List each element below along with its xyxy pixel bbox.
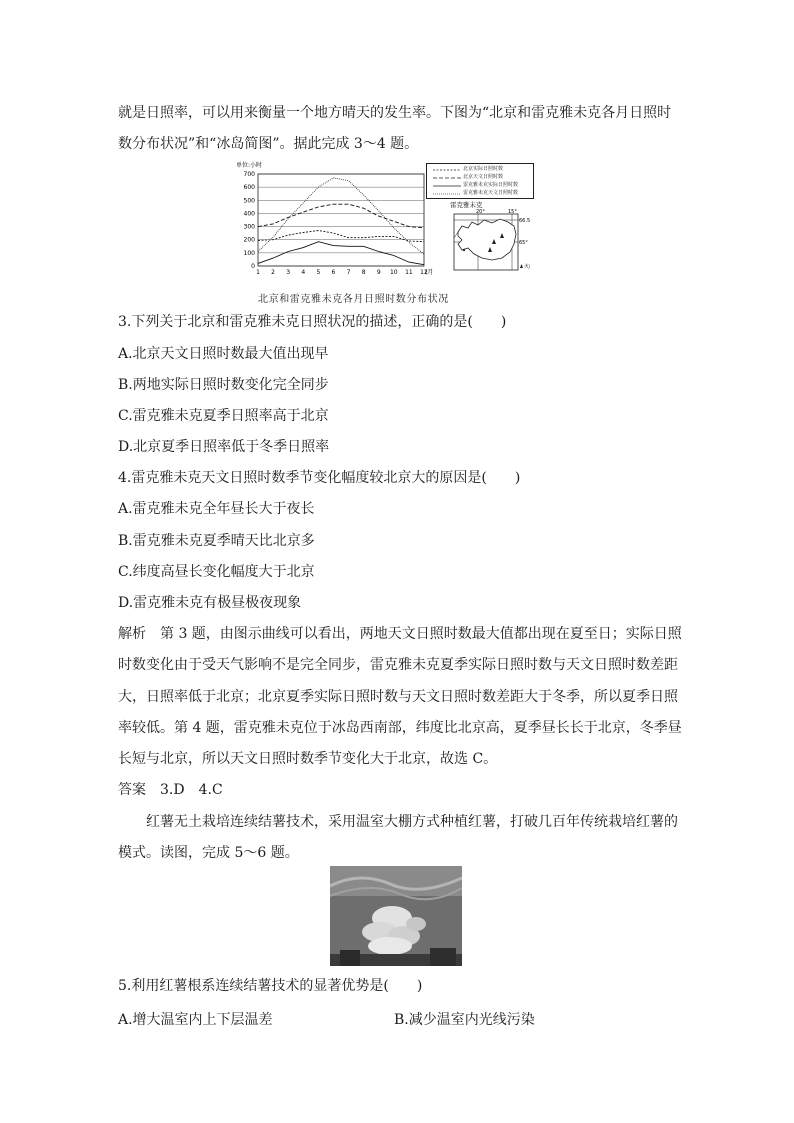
volcano-legend-icon bbox=[520, 264, 523, 268]
x-tick-label: 6 bbox=[331, 269, 336, 276]
passage2-line-2: 模式。读图，完成 5～6 题。 bbox=[118, 845, 299, 861]
y-tick-label: 0 bbox=[251, 263, 255, 270]
analysis-line-5: 长短与北京，所以天文日照时数季节变化大于北京，故选 C。 bbox=[118, 751, 498, 767]
x-tick-label: 12 bbox=[420, 269, 428, 276]
q3-option-a: A.北京天文日照时数最大值出现早 bbox=[118, 346, 329, 362]
x-tick-label: 8 bbox=[361, 269, 366, 276]
passage2-line-1: 红薯无土栽培连续结薯技术，采用温室大棚方式种植红薯，打破几百年传统栽培红薯的 bbox=[146, 814, 678, 830]
y-tick-label: 500 bbox=[243, 197, 255, 205]
legend-item-1 bbox=[433, 166, 529, 173]
y-tick-label: 200 bbox=[243, 236, 255, 244]
x-tick-label: 11 bbox=[405, 269, 413, 276]
x-tick-label: 5 bbox=[316, 269, 321, 276]
sunshine-chart-svg bbox=[234, 160, 434, 276]
series-line-2 bbox=[258, 204, 424, 228]
series-line-4 bbox=[258, 178, 424, 254]
lat-label-65: 65° bbox=[519, 240, 528, 246]
y-tick-label: 300 bbox=[243, 223, 255, 231]
x-tick-label: 2 bbox=[271, 269, 276, 276]
q5-stem: 5.利用红薯根系连续结薯技术的显著优势是( ) bbox=[118, 978, 423, 994]
legend-item-4 bbox=[433, 190, 529, 197]
x-tick-label: 10 bbox=[389, 269, 398, 276]
legend-item-3 bbox=[433, 182, 529, 189]
y-tick-label: 100 bbox=[243, 249, 255, 257]
q3-option-b: B.两地实际日照时数变化完全同步 bbox=[118, 377, 329, 393]
series-line-1 bbox=[258, 231, 424, 242]
unit-label: 单位:小时 bbox=[236, 162, 263, 169]
legend-label-4: 雷克雅未克天文日照时数 bbox=[463, 190, 519, 196]
lon-label-15: 15° bbox=[508, 209, 517, 215]
map-title: 雷克雅未克 bbox=[450, 201, 483, 209]
q4-option-d: D.雷克雅未克有极昼极夜现象 bbox=[118, 595, 302, 611]
q5-option-b: B.减少温室内光线污染 bbox=[394, 1012, 535, 1028]
intro-line-2: 数分布状况”和“冰岛简图”。据此完成 3～4 题。 bbox=[118, 136, 419, 152]
legend-label-3: 雷克雅未克实际日照时数 bbox=[463, 182, 519, 188]
q3-stem: 3.下列关于北京和雷克雅未克日照状况的描述，正确的是( ) bbox=[118, 314, 507, 330]
sweet-potato-photo bbox=[330, 866, 462, 966]
x-tick-label: 7 bbox=[346, 269, 351, 276]
iceland-map bbox=[448, 198, 530, 274]
analysis-line-1: 解析 第 3 题，由图示曲线可以看出，两地天文日照时数最大值都出现在夏至日；实际日照 bbox=[118, 626, 682, 642]
y-tick-label: 700 bbox=[243, 171, 255, 178]
lon-label-20: 20° bbox=[476, 209, 485, 215]
series-line-3 bbox=[258, 242, 424, 265]
chart-legend bbox=[426, 163, 534, 199]
analysis-line-4: 率较低。第 4 题，雷克雅未克位于冰岛西南部，纬度比北京高，夏季昼长长于北京，冬季昼 bbox=[118, 720, 682, 736]
volcano-label: 火 bbox=[524, 264, 530, 270]
q3-option-d: D.北京夏季日照率低于冬季日照率 bbox=[118, 439, 330, 455]
reykjavik-dot bbox=[463, 249, 465, 251]
x-tick-label: 4 bbox=[301, 269, 306, 276]
q4-stem: 4.雷克雅未克天文日照时数季节变化幅度较北京大的原因是( ) bbox=[118, 470, 521, 486]
legend-label-2: 北京天文日照时数 bbox=[463, 174, 504, 180]
analysis-line-3: 大，日照率低于北京；北京夏季实际日照时数与天文日照时数差距大于冬季，所以夏季日照 bbox=[118, 689, 678, 705]
x-tick-label: 3 bbox=[286, 269, 291, 276]
q3-option-c: C.雷克雅未克夏季日照率高于北京 bbox=[118, 408, 329, 424]
legend-item-2 bbox=[433, 174, 529, 181]
x-tick-label: 9 bbox=[376, 269, 381, 276]
answer-line: 答案 3.D 4.C bbox=[118, 782, 223, 798]
q4-option-c: C.纬度高昼长变化幅度大于北京 bbox=[118, 564, 315, 580]
x-axis-unit: (月 bbox=[425, 269, 434, 276]
chart-caption: 北京和雷克雅未克各月日照时数分布状况 bbox=[258, 294, 449, 305]
analysis-line-2: 时数变化由于受天气影响不是完全同步，雷克雅未克夏季实际日照时数与天文日照时数差距 bbox=[118, 657, 678, 673]
legend-label-1: 北京实际日照时数 bbox=[463, 166, 504, 172]
y-tick-label: 600 bbox=[243, 184, 255, 192]
lat-label-66-5: 66.5 bbox=[519, 218, 530, 224]
q4-option-a: A.雷克雅未克全年昼长大于夜长 bbox=[118, 501, 315, 517]
q4-option-b: B.雷克雅未克夏季晴天比北京多 bbox=[118, 533, 315, 549]
x-tick-label: 1 bbox=[256, 269, 260, 276]
iceland-outline bbox=[458, 219, 516, 260]
y-tick-label: 400 bbox=[243, 210, 255, 218]
intro-line-1: 就是日照率，可以用来衡量一个地方晴天的发生率。下图为“北京和雷克雅未克各月日照时 bbox=[118, 105, 672, 121]
sunshine-chart bbox=[234, 160, 434, 276]
q5-option-a: A.增大温室内上下层温差 bbox=[118, 1012, 273, 1028]
